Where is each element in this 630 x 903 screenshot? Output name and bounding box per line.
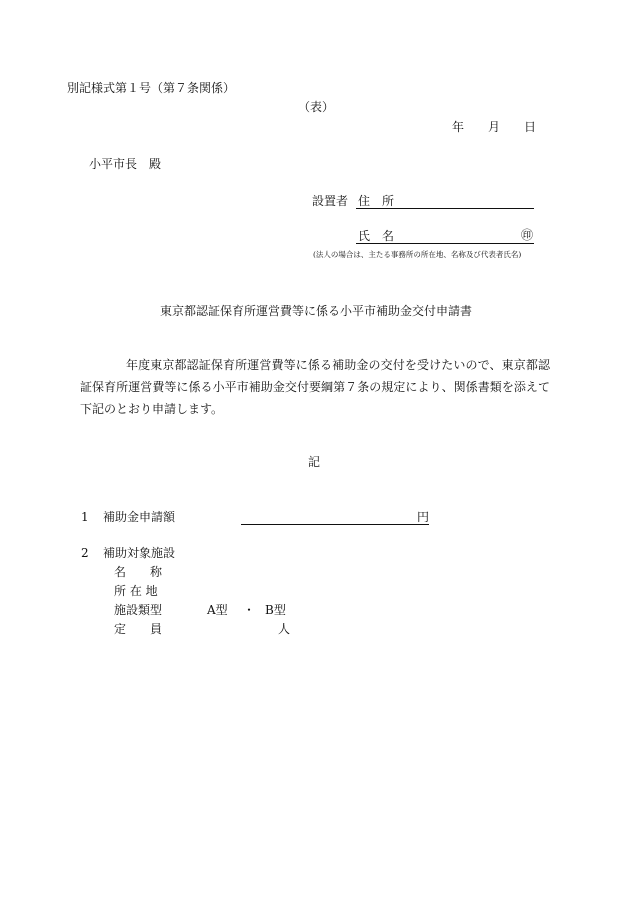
document-title: 東京都認証保育所運営費等に係る小平市補助金交付申請書 (160, 304, 473, 318)
facility-type-separator: ・ (243, 603, 256, 617)
form-number: 別記様式第１号（第７条関係） (67, 81, 236, 95)
facility-type-a: A型 (207, 603, 228, 617)
date-day: 日 (524, 120, 537, 134)
ki-heading: 記 (308, 455, 321, 469)
facility-type-label: 施設類型 (114, 603, 163, 617)
facility-type-b: B型 (265, 603, 286, 617)
name-label: 氏 名 (358, 229, 395, 243)
facility-capacity-unit: 人 (278, 622, 291, 636)
item1-number: 1 (81, 510, 89, 524)
item2-label: 補助対象施設 (103, 546, 176, 560)
corporation-note: (法人の場合は、主たる事務所の所在地、名称及び代表者氏名) (313, 250, 522, 259)
date-month: 月 (488, 120, 501, 134)
item2-number: 2 (81, 546, 89, 560)
name-underline (356, 243, 534, 244)
address-underline (356, 208, 534, 209)
item1-label: 補助金申請額 (103, 510, 176, 524)
application-body: 年度東京都認証保育所運営費等に係る補助金の交付を受けたいので、東京都認証保育所運営費等に係る小平市補助金交付要綱第７条の規定により、関係書類を添えて下記のとおり申請します。 (80, 358, 550, 416)
facility-name-label: 名 称 (114, 565, 163, 579)
seal-mark: ㊞ (521, 228, 534, 242)
facility-location-label: 所 在 地 (114, 584, 158, 598)
address-label: 住 所 (358, 194, 395, 208)
date-year: 年 (452, 120, 465, 134)
item1-unit: 円 (417, 510, 430, 524)
addressee: 小平市長 殿 (89, 157, 162, 171)
applicant-role: 設置者 (312, 194, 349, 208)
side-label: （表） (298, 100, 335, 114)
amount-underline (241, 524, 429, 525)
facility-capacity-label: 定 員 (114, 622, 163, 636)
